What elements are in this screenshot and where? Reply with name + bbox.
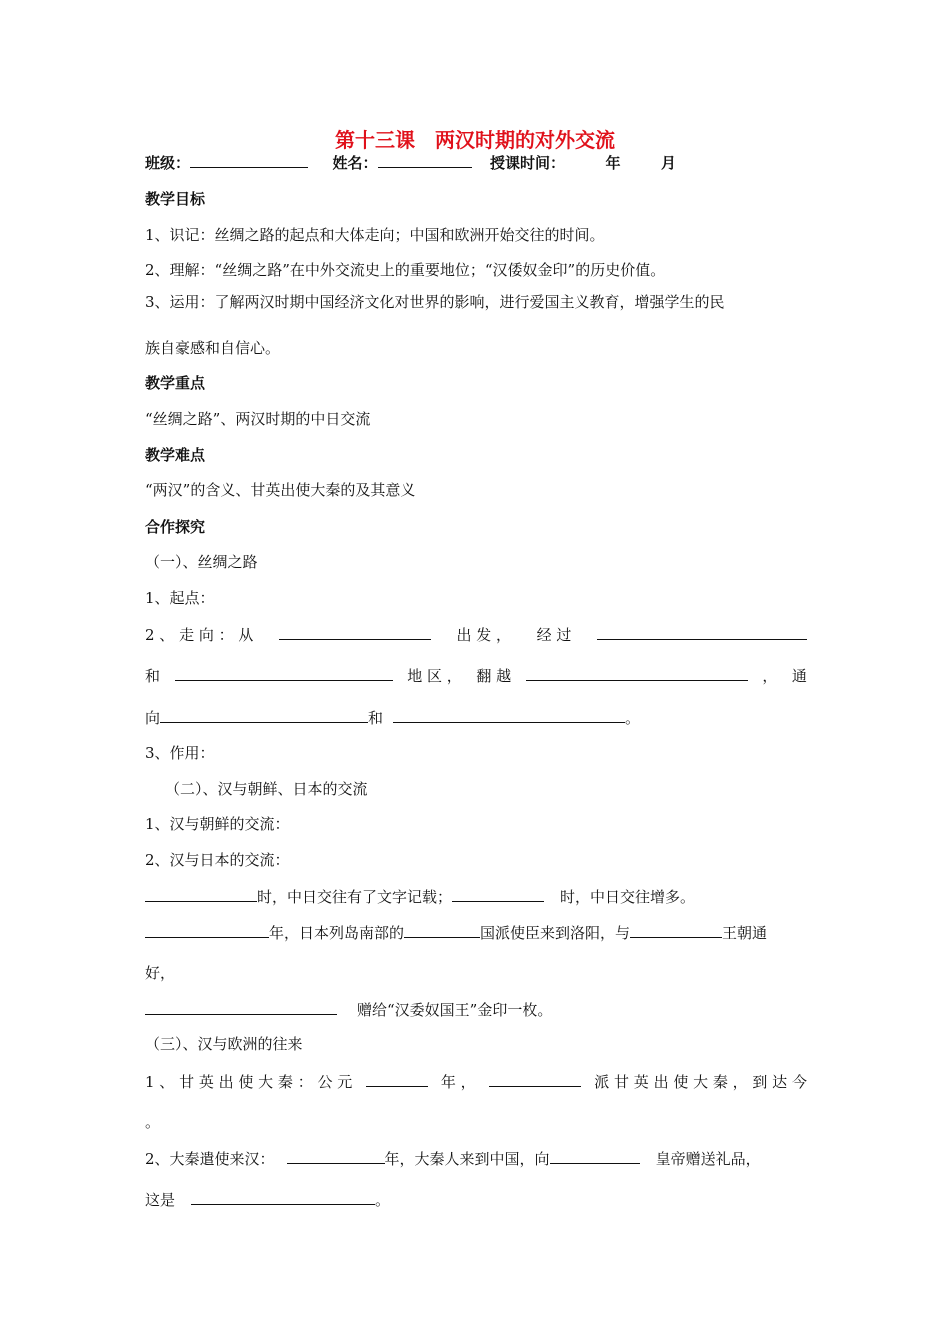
daqin-end: 。 bbox=[375, 1191, 391, 1209]
gan-end: 。 bbox=[145, 1113, 161, 1131]
section2-japan: 2、汉与日本的交流： bbox=[145, 851, 290, 869]
japan-para-3 bbox=[145, 999, 807, 1020]
class-blank[interactable] bbox=[190, 152, 308, 168]
route-comma: ， bbox=[762, 667, 778, 685]
route-line-1 bbox=[145, 624, 807, 645]
route-and2: 和 bbox=[368, 709, 384, 727]
japan-para-2 bbox=[145, 922, 807, 943]
route-end: 。 bbox=[625, 709, 641, 727]
route-and: 和 bbox=[145, 667, 161, 685]
objective-item-1: 1、识记：丝绸之路的起点和大体走向；中国和欧洲开始交往的时间。 bbox=[145, 226, 605, 244]
name-label: 姓名： bbox=[332, 154, 378, 172]
route-region: 地 区 ， bbox=[407, 667, 462, 685]
class-label: 班级： bbox=[145, 154, 191, 172]
section3-title: （三）、汉与欧洲的往来 bbox=[145, 1035, 303, 1053]
route-to2: 向 bbox=[145, 709, 161, 727]
route-depart: 出 发 ， bbox=[456, 626, 512, 644]
daqin-a: 2、大秦遣使来汉： bbox=[145, 1150, 275, 1168]
objective-item-2: 2、理解：“丝绸之路”在中外交流史上的重要地位；“汉倭奴金印”的历史价值。 bbox=[145, 261, 666, 279]
gan-c: 派 甘 英 出 使 大 秦 ， 到 达 今 bbox=[594, 1073, 807, 1091]
daqin-year-blank[interactable] bbox=[287, 1148, 385, 1164]
route-via-blank[interactable] bbox=[597, 624, 807, 640]
daqin-line bbox=[145, 1148, 807, 1169]
japan-year-blank[interactable] bbox=[145, 922, 269, 938]
japan-blank-2[interactable] bbox=[452, 886, 544, 902]
daqin-d: 这是 bbox=[145, 1191, 176, 1209]
gan-sender-blank[interactable] bbox=[489, 1071, 581, 1087]
section1-title: （一）、丝绸之路 bbox=[145, 553, 258, 571]
name-blank[interactable] bbox=[378, 152, 472, 168]
objective-item-3-line2: 族自豪感和自信心。 bbox=[145, 339, 281, 357]
daqin-c: 皇帝赠送礼品， bbox=[655, 1150, 761, 1168]
section2-title: （二）、汉与朝鲜、日本的交流 bbox=[165, 780, 368, 798]
difficulties-text: “两汉”的含义、甘英出使大秦的及其意义 bbox=[145, 481, 416, 499]
japan-giver-blank[interactable] bbox=[145, 999, 337, 1015]
daqin-line-2 bbox=[145, 1189, 807, 1210]
japan-p1-a: 时，中日交往有了文字记载； bbox=[257, 888, 453, 906]
japan-blank-1[interactable] bbox=[145, 886, 257, 902]
key-points-heading: 教学重点 bbox=[145, 374, 206, 392]
route-via: 经 过 bbox=[536, 626, 572, 644]
route-prefix: 2 、 走 向 ： 从 bbox=[145, 626, 254, 644]
japan-p1-b: 时，中日交往增多。 bbox=[560, 888, 696, 906]
japan-p2-c: 王朝通 bbox=[722, 924, 768, 942]
time-label: 授课时间： bbox=[489, 154, 565, 172]
section2-korea: 1、汉与朝鲜的交流： bbox=[145, 815, 290, 833]
info-row bbox=[145, 152, 807, 173]
gan-b: 年 ， bbox=[440, 1073, 476, 1091]
japan-para-1 bbox=[145, 886, 807, 907]
route-origin-blank[interactable] bbox=[279, 624, 431, 640]
year-label: 年 bbox=[605, 154, 621, 172]
route-dest1-blank[interactable] bbox=[160, 707, 368, 723]
route-region-blank[interactable] bbox=[175, 665, 393, 681]
gan-a: 1 、 甘 英 出 使 大 秦 ： 公 元 bbox=[145, 1073, 353, 1091]
japan-dynasty-blank[interactable] bbox=[630, 922, 722, 938]
daqin-emperor-blank[interactable] bbox=[550, 1148, 640, 1164]
section1-start: 1、起点： bbox=[145, 589, 215, 607]
japan-p3: 赠给“汉委奴国王”金印一枚。 bbox=[357, 1001, 553, 1019]
difficulties-heading: 教学难点 bbox=[145, 446, 206, 464]
objective-item-3-line1: 3、运用：了解两汉时期中国经济文化对世界的影响，进行爱国主义教育，增强学生的民 bbox=[145, 293, 725, 311]
key-points-text: “丝绸之路”、两汉时期的中日交流 bbox=[145, 410, 371, 428]
month-label: 月 bbox=[660, 154, 676, 172]
japan-p2-a: 年，日本列岛南部的 bbox=[269, 924, 405, 942]
route-to: 通 bbox=[791, 667, 807, 685]
japan-p2-b: 国派使臣来到洛阳，与 bbox=[480, 924, 631, 942]
route-line-3 bbox=[145, 707, 807, 728]
daqin-meaning-blank[interactable] bbox=[191, 1189, 375, 1205]
japan-country-blank[interactable] bbox=[404, 922, 480, 938]
page-title: 第十三课 两汉时期的对外交流 bbox=[335, 128, 615, 152]
exploration-heading: 合作探究 bbox=[145, 518, 206, 536]
gan-year-blank[interactable] bbox=[366, 1071, 428, 1087]
gan-line bbox=[145, 1071, 807, 1092]
japan-p2-d: 好， bbox=[145, 964, 176, 982]
route-dest2-blank[interactable] bbox=[393, 707, 625, 723]
objectives-heading: 教学目标 bbox=[145, 190, 206, 208]
route-cross-blank[interactable] bbox=[526, 665, 748, 681]
section1-effect: 3、作用： bbox=[145, 744, 215, 762]
route-cross: 翻 越 bbox=[476, 667, 512, 685]
route-line-2 bbox=[145, 665, 807, 686]
daqin-b: 年，大秦人来到中国，向 bbox=[384, 1150, 550, 1168]
